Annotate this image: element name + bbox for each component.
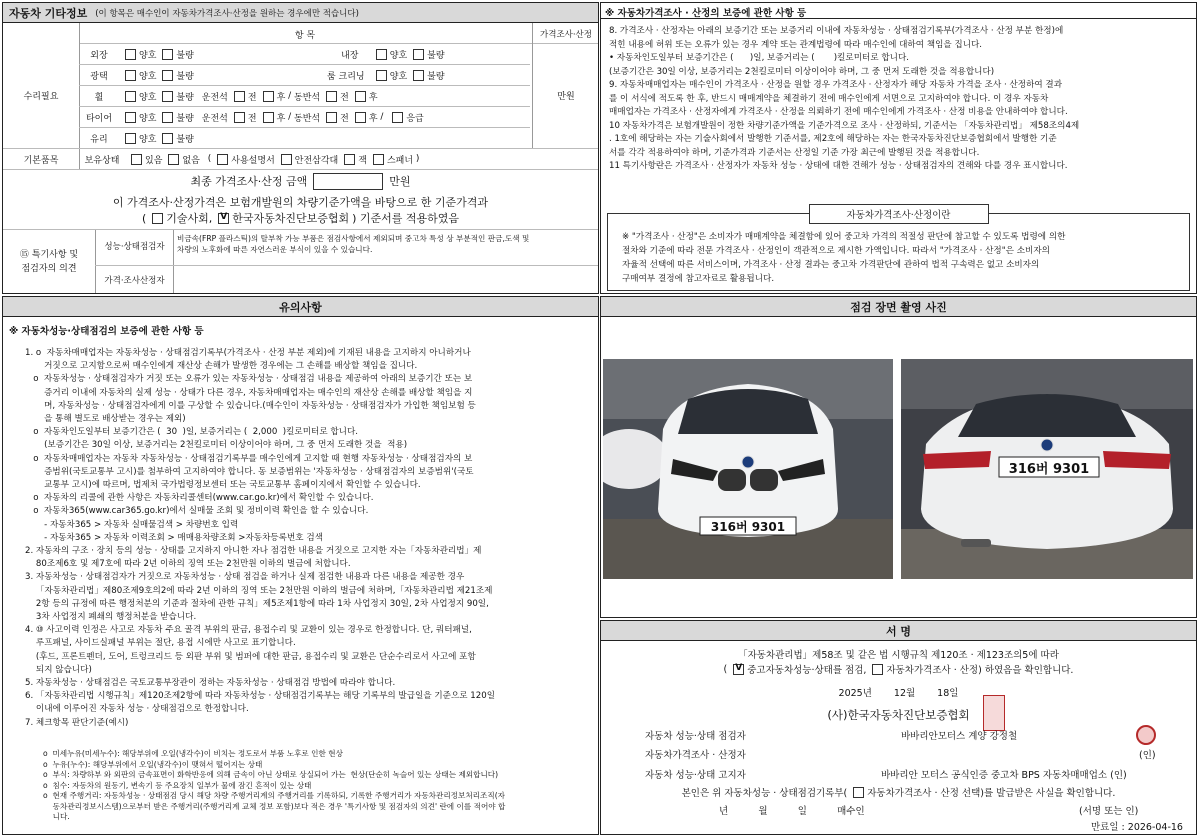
warranty-line: 10 자동차가격은 보험개발원이 정한 차량기준가액을 기준가격으로 조사 · 산정하되, 기준서는 「자동차관리법」 제58조의4제 — [609, 120, 1080, 131]
tire-passenger-rear-checkbox[interactable] — [355, 112, 366, 123]
passenger-seat-label: 동반석 — [294, 92, 321, 103]
confirm-b: 자동차가격조사 · 산정 선택)를 발급받은 사실을 확인합니다. — [867, 788, 1116, 799]
warranty-line: 를 이 서식에 적도록 한 후, 반드시 매매계약을 체결하기 전에 매수인에게 서면으로 고지하여야 합니다. 이 경우 자동차 — [609, 93, 1049, 104]
notice-line: (보증기간은 30일 이상, 보증거리는 2천킬로미터 이상이어야 하며, 그 중 먼저 도래한 것을 적용) — [25, 440, 408, 451]
receipt-price-checkbox[interactable] — [853, 787, 864, 798]
notice-line: 2. 자동차의 구조 · 장치 등의 성능 · 상태를 고지하지 아니한 자나 점검한 내용을 거짓으로 고지한 자는「자동차관리법」제 — [25, 546, 482, 557]
warranty-line: 매매업자는 가격조사 · 산정자에게 가격조사 · 산정을 의뢰하기 전에 매수인에게 가격조사 · 산정 비용을 안내하여야 합니다. — [609, 107, 1068, 117]
notice-line: - 자동차365 > 자동차 실매물검색 > 차량번호 입력 — [25, 519, 239, 530]
row-wheel: 휠 양호 불량 운전석 전 후 / 동반석 전 후 — [79, 88, 598, 104]
expiry-date: 만료일 : 2026-04-16 — [1091, 822, 1183, 833]
warranty-line: 9. 자동차매매업자는 매수인이 가격조사 · 산정을 원할 경우 가격조사 · 산정자가 해당 자동차 가격을 조사 · 산정하여 결과 — [609, 80, 1063, 90]
front-license-plate: 316버 9301 — [710, 519, 786, 534]
glass-label: 유리 — [90, 134, 108, 145]
definition-line: ※ "가격조사 · 산정"은 소비자가 매매계약을 체결함에 있어 중고차 가격의 적절성 판단에 참고할 수 있도록 법령에 의한 — [622, 232, 1066, 242]
basis-text1: 이 가격조사·산정가격은 보험개발원의 차량기준가액을 바탕으로 한 기준가격과 — [112, 196, 489, 209]
tire-label: 타이어 — [85, 113, 113, 124]
row-glass — [79, 130, 598, 146]
definition-box-title: 자동차가격조사·산정이란 — [809, 204, 989, 224]
tire-bad-checkbox[interactable] — [162, 112, 173, 123]
row-possession: 보유상태 있음 없음 ( 사용설명서 안전삼각대 잭 스패너 ) — [79, 151, 598, 167]
notice-line: 3. 자동차성능 · 상태점검자가 거짓으로 자동차성능 · 상태 점검을 하거나 실제 점검한 내용과 다른 내용을 제공한 경우 — [25, 572, 465, 583]
criteria-line: o 누유(누수): 해당부위에서 오일(냉각수)이 맺혀서 떨어지는 상태 — [43, 759, 263, 769]
notice-line: 「자동차관리법」제80조제9호의2에 따라 2년 이하의 징역 또는 2천만원 이하의 벌금에 처하며,「자동차관리법 제21조제 — [25, 585, 493, 596]
notice-line: o 자동차매매업자는 자동차 자동차성능 · 상태점검기록부를 매수인에게 고지할 때 현행 자동차성능 · 상태점검자의 보 — [25, 453, 473, 464]
exterior-bad-checkbox[interactable] — [162, 49, 173, 60]
perf-inspector-label: 성능·상태점검자 — [104, 242, 165, 252]
signature-date — [601, 685, 1196, 698]
basis-text-row — [3, 194, 598, 210]
notice-line: o 자동차의 리콜에 관한 사항은 자동차리콜센터(www.car.go.kr)에서 확인할 수 있습니다. — [25, 493, 374, 504]
perf-note-line: 차량의 노후화에 따른 자연스러운 부식이 있을 수 있습니다. — [177, 245, 373, 254]
definition-line: 절차와 기준에 따라 전문 가격조사 · 산정인이 객관적으로 제시한 가액입니다. 따라서 "가격조사 · 산정"은 소비자의 — [622, 246, 1050, 256]
warranty-line: (보증기간은 30일 이상, 보증거리는 2천킬로미터 이상이어야 하며, 그 중 먼저 도래한 것을 적용합니다) — [609, 66, 995, 77]
notice-line: 4. ⑩ 사고이력 인정은 사고로 자동차 주요 골격 부위의 판금, 용접수리 및 교환이 있는 경우로 한정합니다. 단, 쿼터패널, — [25, 625, 472, 636]
notice-line: 80조제6호 및 제7호에 따라 2년 이하의 징역 또는 2천만원 이하의 벌금에 처합니다. — [25, 559, 351, 570]
notice-line: 을 통해 별도로 배상받는 경우는 제외) — [25, 414, 186, 425]
signature-panel — [600, 620, 1197, 835]
opt-bad: 불량 — [176, 134, 194, 145]
gloss-bad-checkbox[interactable] — [162, 70, 173, 81]
interior-label: 내장 — [341, 50, 359, 61]
have-checkbox[interactable] — [131, 154, 142, 165]
gloss-good-checkbox[interactable] — [125, 70, 136, 81]
triangle-checkbox[interactable] — [281, 154, 292, 165]
notice-line: 1. o 자동차매매업자는 자동차성능 · 상태점검기록부(가격조사 · 산정 부분 제외)에 기재된 내용을 고지하지 아니하거나 — [25, 348, 471, 358]
special-label2: 점검자의 의견 — [21, 264, 77, 274]
notice-line: 5. 자동차성능 · 상태점검은 국토교통부장관이 정하는 자동차성능 · 상태점검 방법에 따라야 합니다. — [25, 678, 396, 689]
jack-label: 잭 — [358, 155, 367, 166]
special-notes-label — [3, 230, 95, 294]
opt-good: 양호 — [139, 71, 157, 82]
line2-a: 중고자동차성능·상태를 점검, — [747, 665, 867, 676]
other-info-subtitle: (이 항목은 매수인이 자동차가격조사·산정을 원하는 경우에만 적습니다) — [95, 8, 359, 19]
row-exterior — [79, 46, 598, 62]
sign-or-seal: (서명 또는 인) — [1079, 806, 1139, 817]
rear-label: 후 — [368, 113, 378, 124]
wheel-passenger-rear-checkbox[interactable] — [355, 91, 366, 102]
definition-line: 구매여부 결정에 참고자료로 활용됩니다. — [622, 274, 775, 284]
other-info-title: 자동차 기타정보 — [9, 6, 88, 20]
warranty-line: 8. 가격조사 · 산정자는 아래의 보증기간 또는 보증거리 이내에 자동차성능 · 상태점검기록부(가격조사 · 산정 부분 한정)에 — [609, 26, 1064, 36]
inspector-seal-icon — [1136, 725, 1156, 745]
rear-label: 후 — [276, 113, 286, 124]
opt-good: 양호 — [389, 50, 408, 61]
opt-bad: 불량 — [176, 50, 194, 61]
performance-check-checkbox[interactable] — [733, 664, 744, 675]
notice-line: 이내에 이루어진 자동차 성능 · 상태점검으로 한정합니다. — [25, 704, 249, 715]
warranty-definition-box — [607, 210, 1190, 291]
warranty-line: • 자동차인도일부터 보증기간은 ( )일, 보증거리는 ( )킬로미터로 합니다. — [609, 53, 909, 63]
basis-options-row: ( 기술사회, V 한국자동차진단보증협회 ) 기준서를 적용하였음 — [3, 210, 598, 226]
front-label: 전 — [340, 92, 349, 103]
criteria-line: o 침수: 자동차의 원동기, 변속기 등 주요장치 일부가 물에 잠긴 흔적이 있는 상태 — [43, 780, 312, 790]
notice-panel — [2, 296, 599, 835]
notice-header: 유의사항 — [3, 297, 598, 317]
room-cleaning-label: 룸 크리닝 — [326, 71, 365, 82]
line2-b: 자동차가격조사 · 산정) 하였음을 확인합니다. — [886, 665, 1074, 676]
rear-label: 후 — [276, 92, 286, 103]
front-label: 전 — [340, 113, 349, 124]
col-price-header: 가격조사·산정 — [540, 30, 592, 40]
photos-header: 점검 장면 촬영 사진 — [601, 297, 1196, 317]
opt-bad: 불량 — [427, 50, 445, 61]
org-seal-icon — [983, 695, 1005, 731]
price-manwon: 만원 — [557, 91, 575, 102]
notice-line: 루프패널, 사이드실패널 부위는 절단, 용접 시에만 사고로 표기합니다. — [25, 638, 296, 649]
criteria-line: o 부식: 차량하부 와 외판의 금속표면이 화학반응에 의해 금속이 아닌 상태로 상실되어 가는 현상(단순히 녹슬어 있는 상태는 제외합니다) — [43, 770, 499, 779]
warranty-line: 서를 각각 적용하여야 하며, 기준가격과 기준서는 산정일 기준 가장 최근에 발행된 것을 적용합니다. — [609, 147, 980, 158]
basis-engineer-checkbox[interactable] — [152, 213, 163, 224]
exterior-label: 외장 — [90, 50, 108, 61]
month: 12월 — [893, 687, 916, 699]
basis-kaida-checkbox[interactable] — [218, 213, 229, 224]
notice-line: o 자동차인도일부터 보증기간은 ( 30 )일, 보증거리는 ( 2,000 )킬로미터로 합니다. — [25, 427, 358, 438]
signature-law-line: 「자동차관리법」제58조 및 같은 법 시행규칙 제120조 · 제123조의5에 따라 — [738, 649, 1059, 661]
wheel-driver-front-checkbox[interactable] — [234, 91, 245, 102]
receipt-confirm-line — [601, 785, 1196, 799]
warranty-panel — [600, 2, 1197, 294]
have-label: 있음 — [145, 155, 163, 166]
warranty-body — [609, 25, 1079, 174]
driver-seat-label: 운전석 — [201, 92, 228, 103]
emergency-label: 응급 — [406, 113, 424, 124]
notice-line: 증범위(국토교통부 고시)를 첨부하여 고지하여야 합니다. 동 보증범위는 '자동차성능 · 상태점검자의 보증범위'(국토 — [25, 466, 474, 477]
rear-license-plate: 316버 9301 — [1008, 461, 1090, 477]
row2-value: (인) — [1139, 750, 1156, 761]
other-info-header — [3, 3, 598, 23]
buyer-date-row: 년 월 일 매수인 — [719, 806, 865, 817]
row2-label: 자동차가격조사 · 산정자 — [645, 750, 746, 761]
notice-line: 되지 않습니다) — [25, 664, 92, 675]
notice-line: 교통부 고시)에 따르며, 법제처 국가법령정보센터 또는 국토교통부 홈페이지에서 확인할 수 있습니다. — [25, 480, 421, 491]
room-bad-checkbox[interactable] — [413, 70, 424, 81]
glass-bad-checkbox[interactable] — [162, 133, 173, 144]
manual-checkbox[interactable] — [217, 154, 228, 165]
final-price-unit: 만원 — [389, 175, 411, 188]
signature-header: 서 명 — [601, 621, 1196, 641]
wheel-passenger-front-checkbox[interactable] — [326, 91, 337, 102]
warranty-title: ※ 자동차가격조사 · 산정의 보증에 관한 사항 등 — [601, 3, 1196, 19]
basic-items-label: 기본품목 — [23, 155, 59, 166]
driver-seat-label: 운전석 — [201, 113, 228, 124]
row3-label: 자동차 성능·상태 고지자 — [645, 770, 746, 781]
criteria-line: 니다. — [43, 812, 70, 821]
tire-driver-front-checkbox[interactable] — [234, 112, 245, 123]
row3-value: 바바리안 모터스 공식인증 중고차 BPS 자동차매매업소 (인) — [881, 770, 1127, 781]
opt-bad: 불량 — [176, 113, 194, 124]
tire-emergency-checkbox[interactable] — [392, 112, 403, 123]
final-price-row — [3, 171, 598, 191]
spanner-label: 스패너 — [386, 155, 414, 166]
row-tire: 타이어 양호 불량 운전석 전 후 / 동반석 전 후 / 응급 — [79, 109, 598, 125]
tire-driver-rear-checkbox[interactable] — [263, 112, 274, 123]
front-car-icon — [603, 359, 893, 579]
opt-good: 양호 — [139, 50, 157, 61]
basis-opt1: 기술사회, — [166, 212, 213, 225]
wheel-good-checkbox[interactable] — [125, 91, 136, 102]
wheel-driver-rear-checkbox[interactable] — [263, 91, 274, 102]
none-checkbox[interactable] — [168, 154, 179, 165]
basis-opt2: 한국자동차진단보증협회 — [232, 212, 350, 225]
notice-line: 며, 자동차성능 · 상태점검자에게 이를 구상할 수 있습니다.(매수인이 자동차성능 · 상태점검자가 가입한 책임보험 등 — [25, 400, 476, 411]
warranty-line: 11 특기사항란은 가격조사 · 산정자가 자동차 성능 · 상태에 대한 견해가 성능 · 상태점검자의 견해와 다를 경우 표시합니다. — [609, 161, 1068, 171]
signature-confirm-line: ( V 중고자동차성능·상태를 점검, 자동차가격조사 · 산정) 하였음을 확인합니다. — [601, 662, 1196, 676]
opt-good: 양호 — [139, 92, 157, 103]
interior-good-checkbox[interactable] — [376, 49, 387, 60]
notice-line: 3차 사업정지 폐쇄의 행정처분을 받습니다. — [25, 612, 197, 623]
criteria-line: o 현재 주행거리: 자동차성능 · 상태점검 당시 해당 차량 주행거리계의 주행거리를 기록하되, 기록한 주행거리가 자동차관리정보처리조직(자 — [43, 791, 505, 800]
wheel-label: 휠 — [94, 92, 104, 103]
opt-bad: 불량 — [176, 92, 194, 103]
criteria-line: o 미세누유(미세누수): 해당부위에 오일(냉각수)이 비치는 정도로서 부품 노후로 인한 현상 — [43, 749, 343, 758]
jack-checkbox[interactable] — [344, 154, 355, 165]
other-info-panel — [2, 2, 599, 294]
opt-bad: 불량 — [176, 71, 194, 82]
notice-line: o 자동차365(www.car365.go.kr)에서 실매물 조회 및 정비이력 확인을 할 수 있습니다. — [25, 506, 369, 517]
perf-inspector-note — [177, 233, 529, 255]
tire-good-checkbox[interactable] — [125, 112, 136, 123]
col-item-header: 항 목 — [294, 30, 316, 41]
price-inspector-label: 가격·조사산정자 — [104, 276, 165, 286]
notice-body — [25, 347, 495, 730]
final-price-label: 최종 가격조사·산정 금액 — [190, 175, 308, 188]
manual-label: 사용설명서 — [231, 155, 275, 166]
gloss-label: 광택 — [90, 71, 108, 82]
confirm-a: 본인은 위 자동차성능 · 상태점검기록부( — [681, 788, 848, 799]
front-label: 전 — [247, 113, 257, 124]
rear-car-photo — [901, 359, 1193, 579]
none-label: 없음 — [182, 155, 200, 166]
photos-panel — [600, 296, 1197, 618]
basis-text2: ) 기준서를 적용하였음 — [352, 212, 460, 225]
interior-bad-checkbox[interactable] — [413, 49, 424, 60]
repair-needed-label: 수리필요 — [23, 91, 59, 102]
front-car-photo — [603, 359, 893, 579]
price-check-checkbox[interactable] — [872, 664, 883, 675]
notice-line: o 자동차성능 · 상태점검자가 거짓 또는 오류가 있는 자동차성능 · 상태점검 내용을 제공하여 아래의 보증기간 또는 보 — [25, 374, 473, 385]
final-price-input[interactable] — [313, 173, 383, 190]
criteria-line: 동차관리정보시스템)으로부터 받은 주행거리(주행거리계 교체 정보 포함)보다 적은 경우 '특기사항 및 점검자의 의견' 란에 이를 적어야 합 — [43, 801, 506, 811]
notice-line: - 자동차365 > 자동차 이력조회 > 매매용차량조회 >자동차등록번호 검색 — [25, 532, 323, 543]
passenger-seat-label: 동반석 — [294, 113, 321, 124]
spanner-checkbox[interactable] — [373, 154, 384, 165]
opt-bad: 불량 — [427, 71, 445, 82]
tire-passenger-front-checkbox[interactable] — [326, 112, 337, 123]
row1-label: 자동차 성능·상태 점검자 — [645, 731, 746, 742]
notice-line: 증거리 이내에 자동차의 실제 성능 · 상태가 다른 경우, 자동차매매업자는 매수인의 재산상 손해를 배상할 책임을 지 — [25, 387, 473, 398]
exterior-good-checkbox[interactable] — [125, 49, 136, 60]
notice-line: 6. 「자동차관리법 시행규칙」제120조제2항에 따라 자동차성능 · 상태점검기록부는 해당 기록부의 발급일을 기준으로 120일 — [25, 691, 496, 702]
definition-box-body — [622, 230, 1065, 286]
notice-criteria — [43, 749, 505, 823]
year: 2025년 — [838, 687, 872, 699]
opt-good: 양호 — [389, 71, 408, 82]
warranty-line: 적힌 내용에 허위 또는 오류가 있는 경우 계약 또는 관계법령에 따라 매수인에 대하여 책임을 집니다. — [609, 39, 983, 50]
rear-label: 후 — [368, 92, 378, 103]
room-good-checkbox[interactable] — [376, 70, 387, 81]
triangle-label: 안전삼각대 — [294, 155, 339, 166]
warranty-line: . 1호에 해당하는 자는 기술사회에서 발행한 기준서를, 제2호에 해당하는 자는 한국자동차진단보증협회에서 발행한 기준 — [609, 134, 1057, 144]
special-label1: ⑮ 특기사항 및 — [19, 250, 79, 260]
row-gloss — [79, 67, 598, 83]
perf-note-line: 비금속(FRP 플라스틱)의 탈부착 가능 부품은 점검사항에서 제외되며 중고차 특성 상 부분적인 판금,도색 및 — [177, 234, 530, 243]
notice-line: (후드, 프론트펜더, 도어, 트렁크리드 등 외판 부위 및 범퍼에 대한 판금, 용접수리 및 교환은 단순수리로서 사고에 포함 — [25, 651, 476, 662]
front-label: 전 — [247, 92, 257, 103]
opt-good: 양호 — [139, 113, 157, 124]
notice-line: 2항 등의 규정에 따른 행정처분의 기준과 절차에 관한 규칙」제5조제1항에 따라 1차 사업정지 30일, 2차 사업정지 90일, — [25, 598, 489, 609]
day: 18일 — [937, 687, 959, 699]
notice-subtitle: ※ 자동차성능·상태점검의 보증에 관한 사항 등 — [9, 326, 204, 337]
notice-line: 7. 체크항목 판단기준(예시) — [25, 717, 129, 728]
definition-line: 자율적 선택에 따른 서비스이며, 가격조사 · 산정 결과는 중고차 가격판단에 관하여 법적 구속력은 없고 소비자의 — [622, 260, 1040, 270]
wheel-bad-checkbox[interactable] — [162, 91, 173, 102]
possession-label: 보유상태 — [84, 155, 120, 166]
row1-value: 바바리안모터스 계양 강정철 — [901, 731, 1018, 742]
opt-good: 양호 — [139, 134, 157, 145]
signature-org: (사)한국자동차진단보증협회 — [827, 708, 970, 722]
notice-line: 거짓으로 고지함으로써 매수인에게 재산상 손해가 발생한 경우에는 그 손해를 배상할 책임을 집니다. — [25, 361, 418, 372]
glass-good-checkbox[interactable] — [125, 133, 136, 144]
